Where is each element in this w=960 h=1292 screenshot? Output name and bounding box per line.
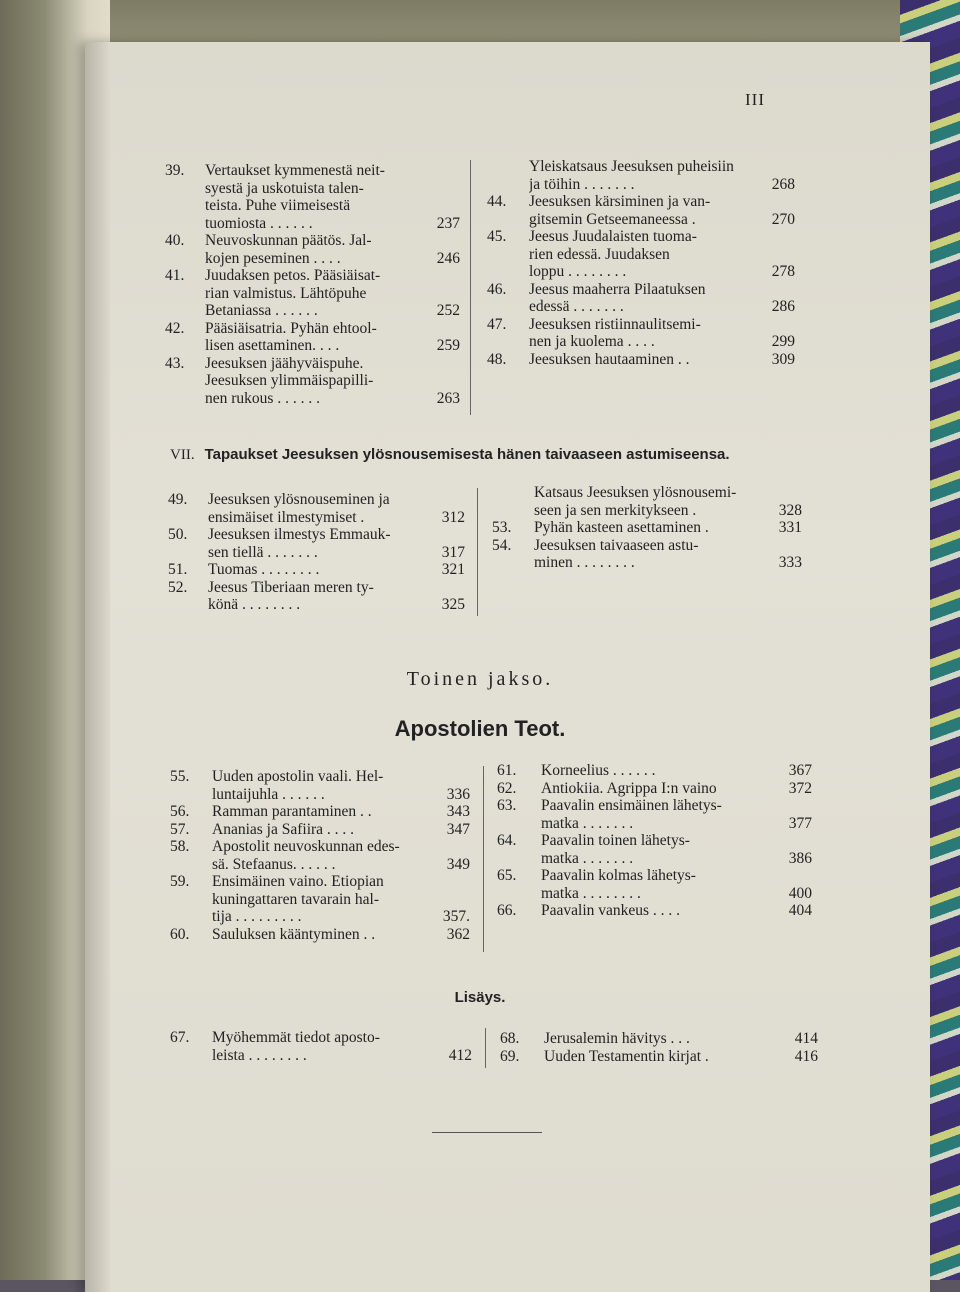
toc-entry-line: teista. Puhe viimeisestä [205,197,351,214]
toc-entry-text [208,526,465,561]
toc-entry-number: 68. [500,1030,520,1047]
toc-entry-page: 325 [441,596,465,613]
toc-entry-text [534,519,802,537]
toc-entry-number: 65. [497,867,517,884]
toc-entry [165,162,460,232]
toc-entry-line: edessä . . . . . . . [529,298,624,315]
toc-entry [168,561,465,579]
toc-entry-number: 55. [170,768,190,785]
toc-entry-number: 52. [168,578,188,596]
toc-entry-text [205,232,460,267]
toc-entry-page: 312 [441,508,465,526]
toc-entry [497,780,812,798]
column-divider [470,160,471,415]
toc-entry-number: 40. [165,232,185,249]
toc-entry-number: 50. [168,526,188,543]
toc-entry-page: 386 [788,849,812,867]
toc-entry-line: Jeesuksen hautaaminen . . [529,350,690,368]
toc-entry-page: 400 [788,884,812,902]
toc-entry-number: 44. [487,193,507,210]
toc-entry [487,158,795,193]
toc-entry-line: Jeesus maaherra Pilaatuksen [529,280,706,298]
toc-entry-line: Vertaukset kymmenestä neit- [205,162,385,179]
toc-entry-number: 46. [487,280,507,298]
toc-entry-line: Jeesuksen ylimmäispapilli- [205,372,374,389]
toc-entry [487,351,795,369]
toc-entry-line: tija . . . . . . . . . [212,908,302,925]
toc-entry-line: gitsemin Getseemaneessa . [529,210,696,228]
toc-entry [487,281,795,316]
toc-entry-line: Tuomas . . . . . . . . [208,561,320,578]
toc-entry-text [541,902,812,920]
toc-entry-line: Paavalin toinen lähetys- [541,832,690,849]
toc-entry-line: nen ja kuolema . . . . [529,333,655,350]
appendix-title: Lisäys. [454,989,506,1006]
toc-column-right-2 [492,484,802,572]
toc-entry-page: 252 [436,302,460,319]
toc-entry [168,526,465,561]
toc-column-left-1 [165,162,460,407]
toc-entry-page: 362 [446,925,470,943]
toc-entry [170,926,470,944]
toc-entry-page: 237 [436,214,460,232]
toc-entry-line: Neuvoskunnan päätös. Jal- [205,232,372,249]
toc-entry-line: seen ja sen merkitykseen . [534,501,697,519]
toc-entry-line: rien edessä. Juudaksen [529,245,670,263]
toc-entry-line: Betaniassa . . . . . . [205,302,318,319]
toc-entry-line: Myöhemmät tiedot aposto- [212,1029,380,1046]
toc-entry-number: 57. [170,820,190,838]
toc-entry-line: Ramman parantaminen . . [212,803,372,820]
toc-entry-text [208,491,465,526]
toc-entry [487,228,795,281]
toc-column-right-3 [497,762,812,920]
toc-entry-line: Jeesuksen jäähyväispuhe. [205,354,364,372]
toc-entry-number: 69. [500,1047,520,1065]
toc-entry-text [534,537,802,572]
toc-entry-line: Jeesuksen ylösnouseminen ja [208,491,390,508]
toc-entry-page: 412 [448,1046,472,1064]
toc-entry-page: 377 [788,814,812,832]
toc-entry [500,1030,818,1048]
toc-entry-text [541,832,812,867]
section-heading-number: VII. [170,447,195,463]
toc-entry-text [212,803,470,821]
toc-entry-number: 49. [168,491,188,508]
toc-entry-number: 39. [165,162,185,179]
book-spine [85,42,110,1292]
toc-entry-line: Yleiskatsaus Jeesuksen puheisiin [529,158,734,175]
toc-entry-number: 53. [492,519,512,536]
toc-entry-line: ensimäiset ilmestymiset . [208,508,365,526]
toc-entry-number: 42. [165,319,185,337]
toc-entry [487,316,795,351]
toc-entry-line: Paavalin vankeus . . . . [541,902,681,919]
book-title: Apostolien Teot. [394,716,566,741]
toc-entry [170,873,470,926]
toc-entry-line: sä. Stefaanus. . . . . . [212,855,336,873]
toc-entry-page: 367 [788,762,812,779]
toc-entry-line: Juudaksen petos. Pääsiäisat- [205,267,381,284]
toc-entry-number: 67. [170,1029,190,1046]
toc-entry-page: 263 [436,389,460,407]
toc-entry-page: 404 [788,902,812,919]
toc-entry [170,803,470,821]
toc-entry-number: 61. [497,762,517,779]
toc-entry-line: Ananias ja Safiira . . . . [212,820,355,838]
toc-entry-line: matka . . . . . . . . [541,884,641,902]
toc-entry-text [212,1029,472,1064]
toc-entry-number: 62. [497,779,517,797]
toc-entry-page: 286 [771,298,795,315]
toc-entry-number: 47. [487,315,507,333]
toc-entry-line: Uuden Testamentin kirjat . [544,1047,709,1065]
toc-entry-line: sen tiellä . . . . . . . [208,543,318,561]
toc-entry-page: 333 [778,554,802,571]
column-divider [485,1028,486,1068]
toc-entry [492,484,802,519]
toc-entry-line: syestä ja uskotuista talen- [205,179,364,197]
toc-entry-page: 268 [771,175,795,193]
toc-entry-page: 372 [788,779,812,797]
toc-entry-page: 416 [794,1047,818,1065]
toc-entry-text [212,821,470,839]
toc-entry [165,267,460,320]
toc-entry [170,1029,472,1064]
toc-entry [497,797,812,832]
toc-column-left-2 [168,491,465,614]
toc-entry [500,1048,818,1066]
toc-entry-page: 343 [446,803,470,820]
toc-entry-line: Jeesuksen ristiinnaulitsemi- [529,315,701,333]
page-number: III [745,90,765,109]
toc-entry-line: tuomiosta . . . . . . [205,214,313,232]
toc-entry-text [208,561,465,579]
toc-entry-page: 331 [778,519,802,536]
toc-entry [165,232,460,267]
toc-entry-line: Jeesuksen kärsiminen ja van- [529,193,711,210]
toc-entry-text [212,873,470,926]
toc-entry-line: kojen peseminen . . . . [205,249,341,267]
toc-entry-line: loppu . . . . . . . . [529,263,627,280]
toc-entry [492,519,802,537]
toc-column-left-3 [170,768,470,943]
toc-entry-text [529,228,795,281]
toc-entry-number: 58. [170,838,190,855]
toc-entry-number: 59. [170,873,190,890]
toc-entry-number: 64. [497,832,517,849]
toc-entry-text [212,768,470,803]
toc-entry-text [529,316,795,351]
toc-entry-text [212,838,470,873]
toc-column-right-1 [487,158,795,368]
toc-entry-text [541,797,812,832]
column-divider [477,488,478,616]
toc-entry-line: Sauluksen kääntyminen . . [212,925,376,943]
toc-entry-line: Ensimäinen vaino. Etiopian [212,873,384,890]
toc-entry-line: ja töihin . . . . . . . [529,175,635,193]
toc-entry-page: 259 [436,337,460,354]
toc-entry-page: 357. [442,908,470,925]
toc-entry-line: Katsaus Jeesuksen ylösnousemi- [534,484,737,501]
toc-entry-text [529,351,795,369]
toc-entry-line: Pääsiäisatria. Pyhän ehtool- [205,319,377,337]
toc-entry-line: nen rukous . . . . . . [205,389,320,407]
toc-entry [497,762,812,780]
toc-entry-page: 309 [771,350,795,368]
toc-entry-text [541,780,812,798]
toc-entry [168,491,465,526]
toc-entry-page: 321 [441,561,465,578]
toc-entry [170,768,470,803]
toc-entry [168,579,465,614]
toc-entry-number: 51. [168,561,188,578]
toc-entry-line: leista . . . . . . . . [212,1046,307,1064]
toc-entry-text [205,320,460,355]
toc-entry-line: rian valmistus. Lähtöpuhe [205,284,367,302]
part-title: Toinen jakso. [406,668,554,690]
toc-entry-line: Jeesus Juudalaisten tuoma- [529,228,697,245]
toc-entry-line: lisen asettaminen. . . . [205,337,340,354]
toc-entry-line: Korneelius . . . . . . [541,762,656,779]
section-heading-text: Tapaukset Jeesuksen ylösnousemisesta hänen taivaaseen astumiseensa. [204,446,730,463]
toc-entry-text [544,1048,818,1066]
toc-entry-text [541,762,812,780]
toc-entry-text [534,484,802,519]
toc-entry-text [529,193,795,228]
toc-entry-line: Paavalin ensimäinen lähetys- [541,797,722,814]
toc-entry [165,320,460,355]
toc-entry-text [529,158,795,193]
toc-entry-line: Jeesuksen taivaaseen astu- [534,536,699,554]
toc-entry-line: luntaijuhla . . . . . . [212,785,325,803]
toc-entry-number: 60. [170,925,190,943]
toc-entry-page: 328 [778,501,802,519]
toc-entry-line: Paavalin kolmas lähetys- [541,867,696,884]
toc-entry [497,832,812,867]
toc-entry-number: 45. [487,228,507,245]
toc-entry [170,821,470,839]
toc-entry-text [544,1030,818,1048]
toc-entry-number: 56. [170,803,190,820]
toc-entry-number: 41. [165,267,185,284]
toc-entry-page: 278 [771,263,795,280]
toc-entry-line: Pyhän kasteen asettaminen . [534,519,709,536]
toc-entry-text [541,867,812,902]
toc-entry-page: 317 [441,543,465,561]
toc-column-right-4 [500,1030,818,1065]
toc-entry-line: Jerusalemin hävitys . . . [544,1030,690,1047]
toc-entry-line: kuningattaren tavarain hal- [212,890,379,908]
toc-entry [165,355,460,408]
toc-entry [497,867,812,902]
toc-entry-page: 347 [446,820,470,838]
toc-entry-line: könä . . . . . . . . [208,596,301,613]
toc-entry-line: minen . . . . . . . . [534,554,635,571]
end-rule [432,1132,542,1133]
toc-entry-text [208,579,465,614]
toc-entry-number: 66. [497,902,517,919]
toc-entry-page: 336 [446,785,470,803]
toc-column-left-4 [170,1029,472,1064]
toc-entry-line: Antiokiia. Agrippa I:n vaino [541,779,717,797]
toc-entry-number: 43. [165,354,185,372]
toc-entry-page: 299 [771,333,795,350]
toc-entry-number [492,484,534,519]
toc-entry [492,537,802,572]
column-divider [483,766,484,952]
toc-entry-text [205,162,460,232]
toc-entry-number: 48. [487,350,507,368]
toc-entry-text [212,926,470,944]
toc-entry [170,838,470,873]
toc-entry-line: Jeesuksen ilmestys Emmauk- [208,526,391,543]
toc-entry-line: matka . . . . . . . [541,814,634,832]
toc-entry-page: 349 [446,855,470,873]
toc-entry-text [205,267,460,320]
toc-entry-line: Apostolit neuvoskunnan edes- [212,838,400,855]
section-heading-vii [170,446,730,464]
toc-entry [487,193,795,228]
toc-entry-line: Jeesus Tiberiaan meren ty- [208,578,374,596]
toc-entry-number: 54. [492,536,512,554]
toc-entry-page: 246 [436,249,460,267]
toc-entry-text [529,281,795,316]
toc-entry-line: matka . . . . . . . [541,849,634,867]
toc-entry [497,902,812,920]
toc-entry-page: 270 [771,210,795,228]
toc-entry-number: 63. [497,797,517,814]
toc-entry-text [205,355,460,408]
toc-entry-line: Uuden apostolin vaali. Hel- [212,768,384,785]
toc-entry-number [487,158,529,193]
toc-entry-page: 414 [794,1030,818,1047]
